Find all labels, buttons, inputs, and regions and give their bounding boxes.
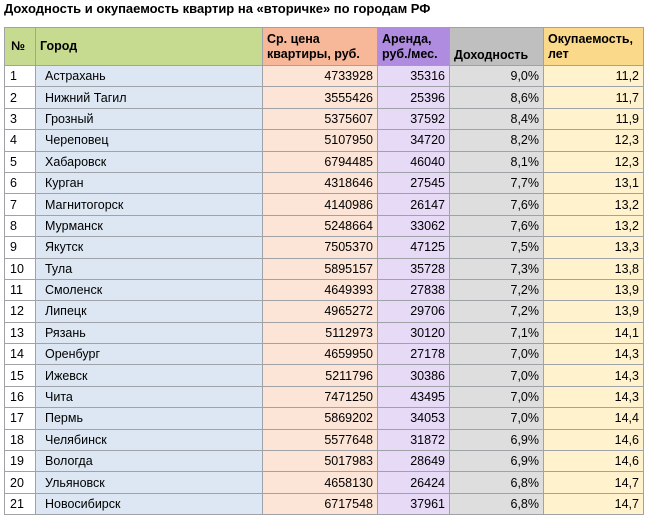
table-row [5, 194, 644, 215]
header-payback-line2: лет [548, 46, 569, 61]
row-number[interactable]: 21 [5, 493, 36, 514]
rent-cell[interactable]: 46040 [378, 151, 450, 172]
header-payback-line1: Окупаемость, [548, 31, 634, 46]
yield-cell[interactable]: 7,3% [450, 258, 544, 279]
rent-cell[interactable]: 26147 [378, 194, 450, 215]
rent-cell[interactable]: 27838 [378, 279, 450, 300]
header-row [5, 28, 644, 66]
header-price[interactable] [263, 28, 378, 66]
table-row [5, 322, 644, 343]
yield-cell[interactable]: 7,0% [450, 365, 544, 386]
price-cell[interactable]: 4965272 [263, 301, 378, 322]
price-cell[interactable]: 5577648 [263, 429, 378, 450]
rent-cell[interactable]: 37592 [378, 108, 450, 129]
payback-cell[interactable]: 14,3 [544, 344, 644, 365]
table-row [5, 215, 644, 236]
row-number[interactable]: 18 [5, 429, 36, 450]
row-number[interactable]: 16 [5, 386, 36, 407]
price-cell[interactable]: 5107950 [263, 130, 378, 151]
row-number[interactable]: 19 [5, 451, 36, 472]
price-cell[interactable]: 5017983 [263, 451, 378, 472]
rent-cell[interactable]: 35728 [378, 258, 450, 279]
city-cell[interactable]: Липецк [36, 301, 263, 322]
payback-cell[interactable]: 14,4 [544, 408, 644, 429]
payback-cell[interactable]: 13,9 [544, 279, 644, 300]
city-cell[interactable]: Астрахань [36, 66, 263, 87]
table-row [5, 472, 644, 493]
rent-cell[interactable]: 30120 [378, 322, 450, 343]
row-number[interactable]: 11 [5, 279, 36, 300]
row-number[interactable]: 8 [5, 215, 36, 236]
city-cell[interactable]: Вологда [36, 451, 263, 472]
table-row [5, 301, 644, 322]
rent-cell[interactable]: 43495 [378, 386, 450, 407]
city-cell[interactable]: Грозный [36, 108, 263, 129]
rent-cell[interactable]: 47125 [378, 237, 450, 258]
yield-cell[interactable]: 6,8% [450, 472, 544, 493]
row-number[interactable]: 5 [5, 151, 36, 172]
yield-cell[interactable]: 8,1% [450, 151, 544, 172]
price-cell[interactable]: 5211796 [263, 365, 378, 386]
city-cell[interactable]: Череповец [36, 130, 263, 151]
rent-cell[interactable]: 37961 [378, 493, 450, 514]
table-row [5, 408, 644, 429]
payback-cell[interactable]: 12,3 [544, 130, 644, 151]
header-price-line2: квартиры, руб. [267, 46, 360, 61]
payback-cell[interactable]: 14,3 [544, 365, 644, 386]
payback-cell[interactable]: 14,3 [544, 386, 644, 407]
payback-cell[interactable]: 11,2 [544, 66, 644, 87]
price-cell[interactable]: 4649393 [263, 279, 378, 300]
price-cell[interactable]: 4140986 [263, 194, 378, 215]
price-cell[interactable]: 3555426 [263, 87, 378, 108]
rent-cell[interactable]: 27178 [378, 344, 450, 365]
table-row [5, 87, 644, 108]
payback-cell[interactable]: 14,7 [544, 472, 644, 493]
price-cell[interactable]: 5112973 [263, 322, 378, 343]
table-row [5, 108, 644, 129]
payback-cell[interactable]: 13,1 [544, 172, 644, 193]
rent-cell[interactable]: 31872 [378, 429, 450, 450]
yield-cell[interactable]: 6,9% [450, 429, 544, 450]
city-cell[interactable]: Рязань [36, 322, 263, 343]
city-cell[interactable]: Тула [36, 258, 263, 279]
table-row [5, 237, 644, 258]
row-number[interactable]: 9 [5, 237, 36, 258]
payback-cell[interactable]: 13,2 [544, 194, 644, 215]
table-row [5, 493, 644, 514]
yield-cell[interactable]: 6,8% [450, 493, 544, 514]
rent-cell[interactable]: 29706 [378, 301, 450, 322]
table-row [5, 66, 644, 87]
price-cell[interactable]: 4658130 [263, 472, 378, 493]
table-row [5, 429, 644, 450]
row-number[interactable]: 13 [5, 322, 36, 343]
yield-cell[interactable]: 8,6% [450, 87, 544, 108]
city-cell[interactable]: Чита [36, 386, 263, 407]
header-rent[interactable] [378, 28, 450, 66]
price-cell[interactable]: 7471250 [263, 386, 378, 407]
table-row [5, 172, 644, 193]
payback-cell[interactable]: 14,6 [544, 429, 644, 450]
yield-cell[interactable]: 7,1% [450, 322, 544, 343]
price-cell[interactable]: 6717548 [263, 493, 378, 514]
header-num[interactable]: № [5, 28, 36, 66]
city-cell[interactable]: Новосибирск [36, 493, 263, 514]
yield-cell[interactable]: 7,6% [450, 215, 544, 236]
price-cell[interactable]: 4318646 [263, 172, 378, 193]
header-price-line1: Ср. цена [267, 31, 320, 46]
payback-cell[interactable]: 14,6 [544, 451, 644, 472]
payback-cell[interactable]: 11,7 [544, 87, 644, 108]
row-number[interactable]: 17 [5, 408, 36, 429]
price-cell[interactable]: 7505370 [263, 237, 378, 258]
table-row [5, 344, 644, 365]
city-cell[interactable]: Ульяновск [36, 472, 263, 493]
rent-cell[interactable]: 34053 [378, 408, 450, 429]
payback-cell[interactable]: 13,9 [544, 301, 644, 322]
price-cell[interactable]: 5375607 [263, 108, 378, 129]
city-cell[interactable]: Хабаровск [36, 151, 263, 172]
city-cell[interactable]: Мурманск [36, 215, 263, 236]
yield-cell[interactable]: 7,0% [450, 344, 544, 365]
yield-cell[interactable]: 7,6% [450, 194, 544, 215]
header-rent-line2: руб./мес. [382, 46, 438, 61]
page-title: Доходность и окупаемость квартир на «вторичке» по городам РФ [4, 1, 431, 16]
header-payback[interactable] [544, 28, 644, 66]
city-cell[interactable]: Курган [36, 172, 263, 193]
price-cell[interactable]: 6794485 [263, 151, 378, 172]
rent-cell[interactable]: 26424 [378, 472, 450, 493]
yield-cell[interactable]: 7,2% [450, 279, 544, 300]
payback-cell[interactable]: 13,2 [544, 215, 644, 236]
yield-cell[interactable]: 8,4% [450, 108, 544, 129]
city-cell[interactable]: Ижевск [36, 365, 263, 386]
row-number[interactable]: 20 [5, 472, 36, 493]
yield-cell[interactable]: 7,2% [450, 301, 544, 322]
header-rent-line1: Аренда, [382, 31, 432, 46]
yield-cell[interactable]: 6,9% [450, 451, 544, 472]
rent-cell[interactable]: 25396 [378, 87, 450, 108]
rent-cell[interactable]: 35316 [378, 66, 450, 87]
yield-cell[interactable]: 7,7% [450, 172, 544, 193]
row-number[interactable]: 12 [5, 301, 36, 322]
row-number[interactable]: 2 [5, 87, 36, 108]
payback-cell[interactable]: 13,3 [544, 237, 644, 258]
city-cell[interactable]: Челябинск [36, 429, 263, 450]
header-city[interactable]: Город [36, 28, 263, 66]
payback-cell[interactable]: 14,7 [544, 493, 644, 514]
city-cell[interactable]: Пермь [36, 408, 263, 429]
row-number[interactable]: 10 [5, 258, 36, 279]
price-cell[interactable]: 5869202 [263, 408, 378, 429]
row-number[interactable]: 4 [5, 130, 36, 151]
yield-cell[interactable]: 8,2% [450, 130, 544, 151]
city-cell[interactable]: Смоленск [36, 279, 263, 300]
rent-cell[interactable]: 27545 [378, 172, 450, 193]
table-row [5, 386, 644, 407]
city-cell[interactable]: Магнитогорск [36, 194, 263, 215]
price-cell[interactable]: 5895157 [263, 258, 378, 279]
table-row [5, 258, 644, 279]
city-cell[interactable]: Оренбург [36, 344, 263, 365]
yield-cell[interactable]: 9,0% [450, 66, 544, 87]
table-row [5, 365, 644, 386]
data-table [4, 27, 644, 515]
price-cell[interactable]: 4733928 [263, 66, 378, 87]
payback-cell[interactable]: 11,9 [544, 108, 644, 129]
rent-cell[interactable]: 34720 [378, 130, 450, 151]
price-cell[interactable]: 5248664 [263, 215, 378, 236]
row-number[interactable]: 1 [5, 66, 36, 87]
yield-cell[interactable]: 7,5% [450, 237, 544, 258]
city-cell[interactable]: Нижний Тагил [36, 87, 263, 108]
price-cell[interactable]: 4659950 [263, 344, 378, 365]
row-number[interactable]: 14 [5, 344, 36, 365]
rent-cell[interactable]: 28649 [378, 451, 450, 472]
table-row [5, 130, 644, 151]
rent-cell[interactable]: 33062 [378, 215, 450, 236]
city-cell[interactable]: Якутск [36, 237, 263, 258]
rent-cell[interactable]: 30386 [378, 365, 450, 386]
row-number[interactable]: 3 [5, 108, 36, 129]
row-number[interactable]: 6 [5, 172, 36, 193]
payback-cell[interactable]: 14,1 [544, 322, 644, 343]
yield-cell[interactable]: 7,0% [450, 386, 544, 407]
table-row [5, 451, 644, 472]
yield-cell[interactable]: 7,0% [450, 408, 544, 429]
table-body [5, 66, 644, 515]
payback-cell[interactable]: 12,3 [544, 151, 644, 172]
row-number[interactable]: 15 [5, 365, 36, 386]
header-yield[interactable]: Доходность [450, 28, 544, 66]
payback-cell[interactable]: 13,8 [544, 258, 644, 279]
table-row [5, 279, 644, 300]
row-number[interactable]: 7 [5, 194, 36, 215]
table-row [5, 151, 644, 172]
